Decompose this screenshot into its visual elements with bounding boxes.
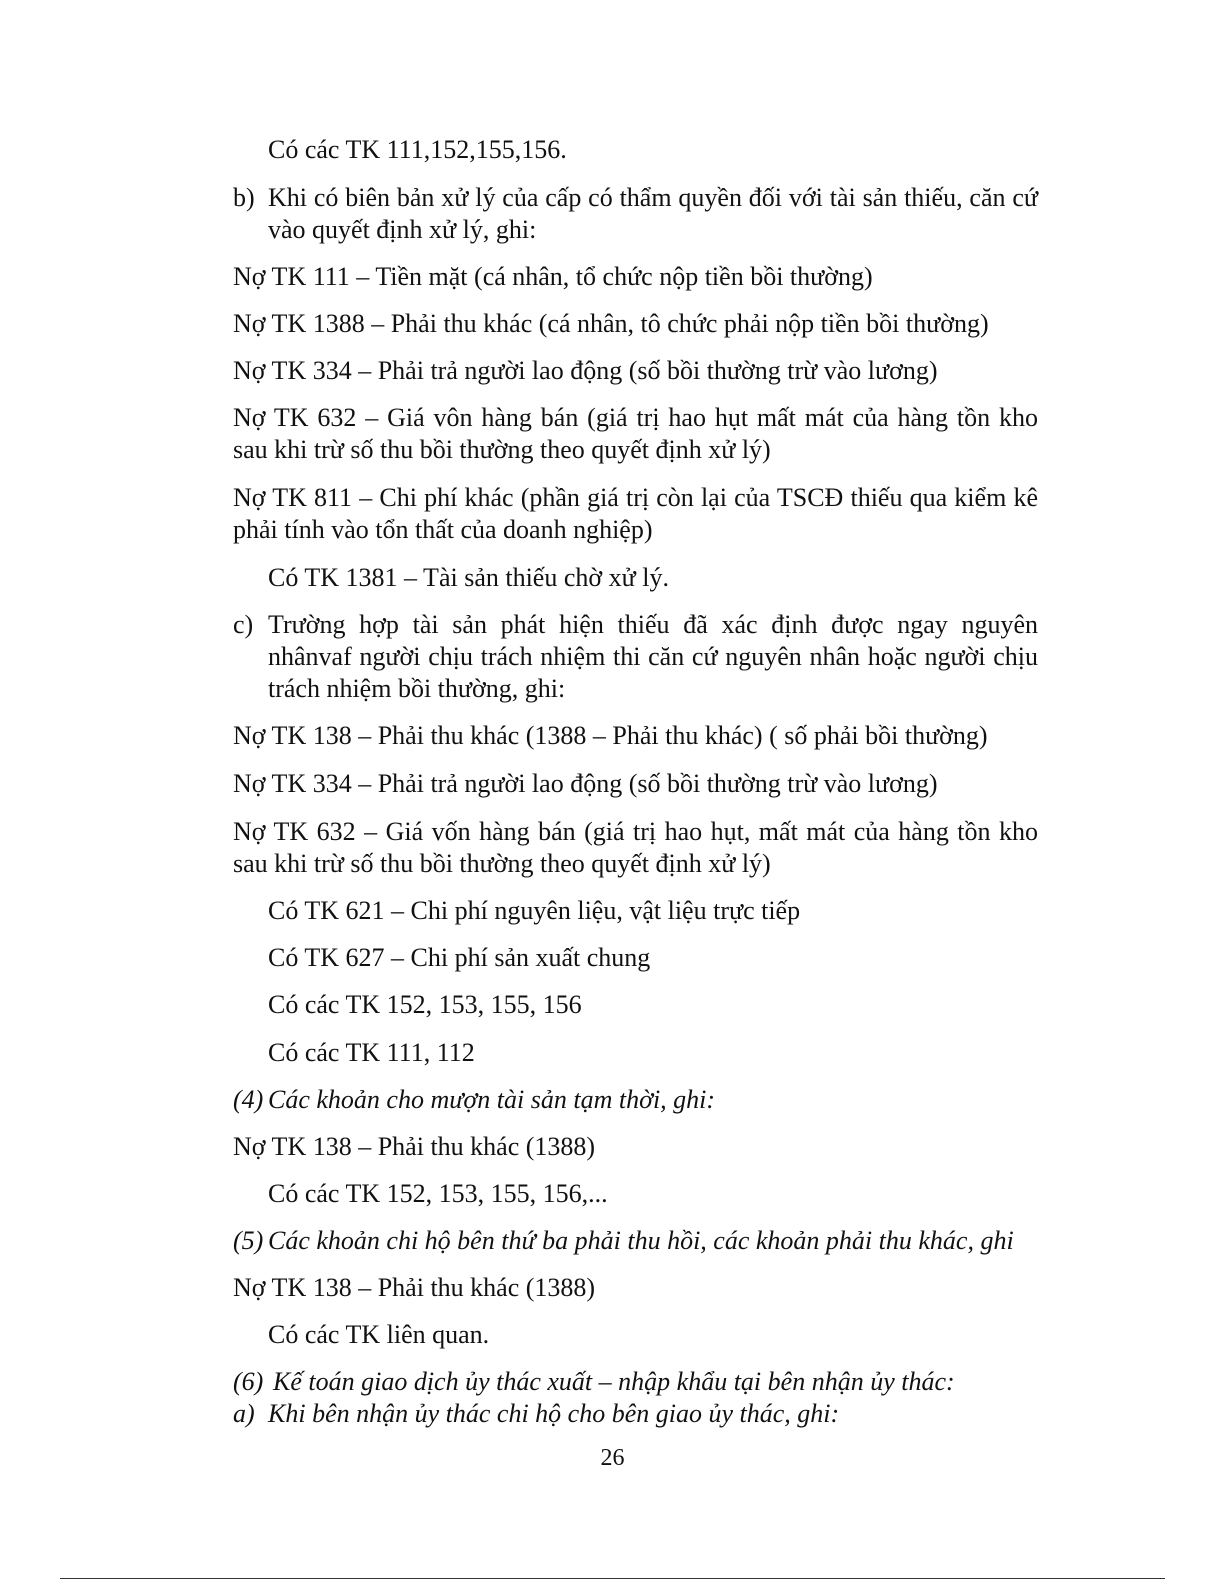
list-label: b)	[233, 183, 255, 212]
text-line: Có các TK 111,152,155,156.	[268, 135, 567, 164]
list-label: a)	[233, 1399, 255, 1428]
section-number: (5)	[233, 1226, 264, 1255]
text-line: Nợ TK 334 – Phải trả người lao động (số bồi thường trừ vào lương)	[233, 769, 938, 798]
text-line: Nợ TK 111 – Tiền mặt (cá nhân, tổ chức nộp tiền bồi thường)	[233, 262, 873, 291]
text-line: Trường hợp tài sản phát hiện thiếu đã xác định được ngay nguyên	[268, 610, 1038, 639]
text-line: vào quyết định xử lý, ghi:	[268, 215, 537, 244]
text-line: sau khi trừ số thu bồi thường theo quyết định xử lý)	[233, 849, 771, 878]
text-line: Nợ TK 138 – Phải thu khác (1388 – Phải thu khác) ( số phải bồi thường)	[233, 721, 988, 750]
text-line: Có các TK liên quan.	[268, 1320, 490, 1349]
section-number: (4)	[233, 1085, 264, 1114]
text-line: phải tính vào tổn thất của doanh nghiệp)	[233, 515, 653, 544]
section-heading: Kế toán giao dịch ủy thác xuất – nhập khẩu tại bên nhận ủy thác:	[273, 1367, 955, 1396]
page-number: 26	[600, 1445, 625, 1471]
text-line: Nợ TK 138 – Phải thu khác (1388)	[233, 1132, 596, 1161]
text-line: Có các TK 152, 153, 155, 156	[268, 990, 582, 1019]
text-line: Có TK 1381 – Tài sản thiếu chờ xử lý.	[268, 563, 669, 592]
text-line: Khi có biên bản xử lý của cấp có thẩm quyền đối với tài sản thiếu, căn cứ	[268, 183, 1038, 212]
section-heading: Các khoản cho mượn tài sản tạm thời, ghi:	[268, 1085, 716, 1114]
text-line: Nợ TK 811 – Chi phí khác (phần giá trị còn lại của TSCĐ thiếu qua kiểm kê	[233, 483, 1038, 512]
text-line: Nợ TK 632 – Giá vôn hàng bán (giá trị hao hụt mất mát của hàng tồn kho	[233, 403, 1038, 432]
text-line: Nợ TK 138 – Phải thu khác (1388)	[233, 1273, 596, 1302]
section-heading: Các khoản chi hộ bên thứ ba phải thu hồi, các khoản phải thu khác, ghi	[268, 1226, 1014, 1255]
text-line: Nợ TK 1388 – Phải thu khác (cá nhân, tô chức phải nộp tiền bồi thường)	[233, 309, 989, 338]
list-label: c)	[233, 610, 254, 639]
text-line: sau khi trừ số thu bồi thường theo quyết định xử lý)	[233, 435, 771, 464]
text-line: nhânvaf người chịu trách nhiệm thi căn cứ nguyên nhân hoặc người chịu	[268, 642, 1038, 671]
text-line: Có TK 627 – Chi phí sản xuất chung	[268, 943, 651, 972]
text-line: Nợ TK 334 – Phải trả người lao động (số bồi thường trừ vào lương)	[233, 356, 938, 385]
section-number: (6)	[233, 1367, 264, 1396]
text-line: Khi bên nhận ủy thác chi hộ cho bên giao ủy thác, ghi:	[268, 1399, 840, 1428]
text-line: trách nhiệm bồi thường, ghi:	[268, 674, 566, 703]
bottom-rule	[60, 1578, 1165, 1579]
text-line: Nợ TK 632 – Giá vốn hàng bán (giá trị hao hụt, mất mát của hàng tồn kho	[233, 817, 1038, 846]
text-line: Có các TK 111, 112	[268, 1038, 475, 1067]
text-line: Có các TK 152, 153, 155, 156,...	[268, 1179, 608, 1208]
text-line: Có TK 621 – Chi phí nguyên liệu, vật liệu trực tiếp	[268, 896, 801, 925]
